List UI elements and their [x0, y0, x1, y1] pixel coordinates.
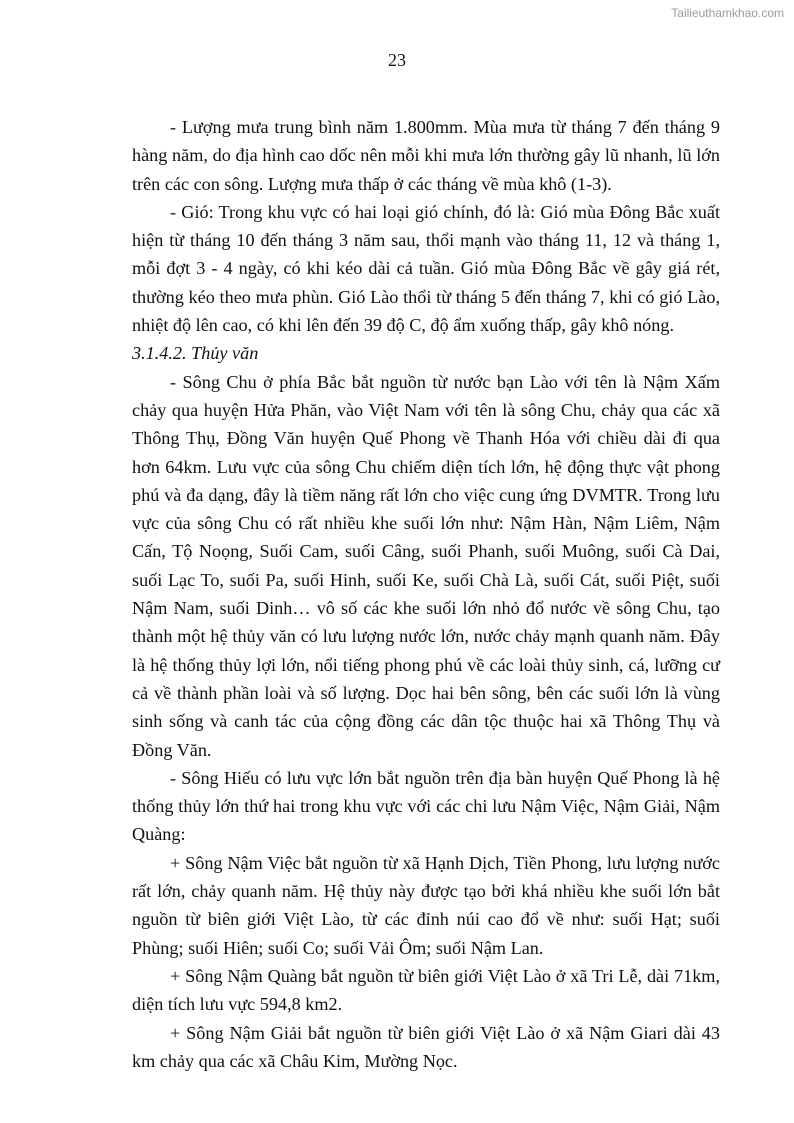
- paragraph-song-hieu: - Sông Hiếu có lưu vực lớn bắt nguồn trên địa bàn huyện Quế Phong là hệ thống thủy lớn thứ hai trong khu vực với các chi lưu Nậm Việc, Nậm Giải, Nậm Quàng:: [132, 767, 720, 845]
- paragraph-nam-giai: + Sông Nậm Giải bắt nguồn từ biên giới Việt Lào ở xã Nậm Giari dài 43 km chảy qua các xã Châu Kim, Mường Nọc.: [132, 1022, 720, 1071]
- paragraph-wind: - Gió: Trong khu vực có hai loại gió chính, đó là: Gió mùa Đông Bắc xuất hiện từ tháng 10 đến tháng 3 năm sau, thổi mạnh vào tháng 11, 12 và tháng 1, mỗi đợt 3 - 4 ngày, có khi kéo dài cả tuần. Gió mùa Đông Bắc về gây giá rét, thường kéo theo mưa phùn. Gió Lào thổi từ tháng 5 đến tháng 7, khi có gió Lào, nhiệt độ lên cao, có khi lên đến 39 độ C, độ ẩm xuống thấp, gây khô nóng.: [132, 201, 720, 336]
- paragraph-song-chu: - Sông Chu ở phía Bắc bắt nguồn từ nước bạn Lào với tên là Nậm Xấm chảy qua huyện Hửa Phăn, vào Việt Nam với tên là sông Chu, chảy qua các xã Thông Thụ, Đồng Văn huyện Quế Phong về Thanh Hóa với chiều dài đi qua hơn 64km. Lưu vực của sông Chu chiếm diện tích lớn, hệ động thực vật phong phú và đa dạng, đây là tiềm năng rất lớn cho việc cung ứng DVMTR. Trong lưu vực của sông Chu có rất nhiều khe suối lớn như: Nậm Hàn, Nậm Liêm, Nậm Cấn, Tộ Noọng, Suối Cam, suối Câng, suối Phanh, suối Muông, suối Cà Dai, suối Lạc To, suối Pa, suối Hinh, suối Ke, suối Chà Là, suối Cát, suối Piệt, suối Nậm Nam, suối Dinh… vô số các khe suối lớn nhỏ đổ nước về sông Chu, tạo thành một hệ thủy văn có lưu lượng nước lớn, nước chảy mạnh quanh năm. Đây là hệ thống thủy lợi lớn, nổi tiếng phong phú về các loài thủy sinh, cá, lưỡng cư cả về thành phần loài và số lượng. Dọc hai bên sông, bên các suối lớn là vùng sinh sống và canh tác của cộng đồng các dân tộc thuộc hai xã Thông Thụ và Đồng Văn.: [132, 371, 720, 760]
- watermark: Tailieuthamkhao.com: [671, 6, 784, 20]
- page-number: 23: [388, 50, 406, 70]
- document-body: [132, 113, 720, 1075]
- paragraph-nam-quang: + Sông Nậm Quàng bắt nguồn từ biên giới Việt Lào ở xã Tri Lễ, dài 71km, diện tích lưu vực 594,8 km2.: [132, 965, 720, 1015]
- paragraph-rainfall: - Lượng mưa trung bình năm 1.800mm. Mùa mưa từ tháng 7 đến tháng 9 hàng năm, do địa hình cao dốc nên mỗi khi mưa lớn thường gây lũ nhanh, lũ lớn trên các con sông. Lượng mưa thấp ở các tháng về mùa khô (1-3).: [132, 117, 720, 194]
- section-heading-hydrology: 3.1.4.2. Thủy văn: [132, 343, 259, 364]
- paragraph-nam-viec: + Sông Nậm Việc bắt nguồn từ xã Hạnh Dịch, Tiền Phong, lưu lượng nước rất lớn, chảy quanh năm. Hệ thủy này được tạo bởi khá nhiều khe suối lớn bắt nguồn từ biên giới Việt Lào, từ các đỉnh núi cao đổ về như: suối Hạt; suối Phùng; suối Hiên; suối Co; suối Vải Ôm; suối Nậm Lan.: [132, 852, 720, 958]
